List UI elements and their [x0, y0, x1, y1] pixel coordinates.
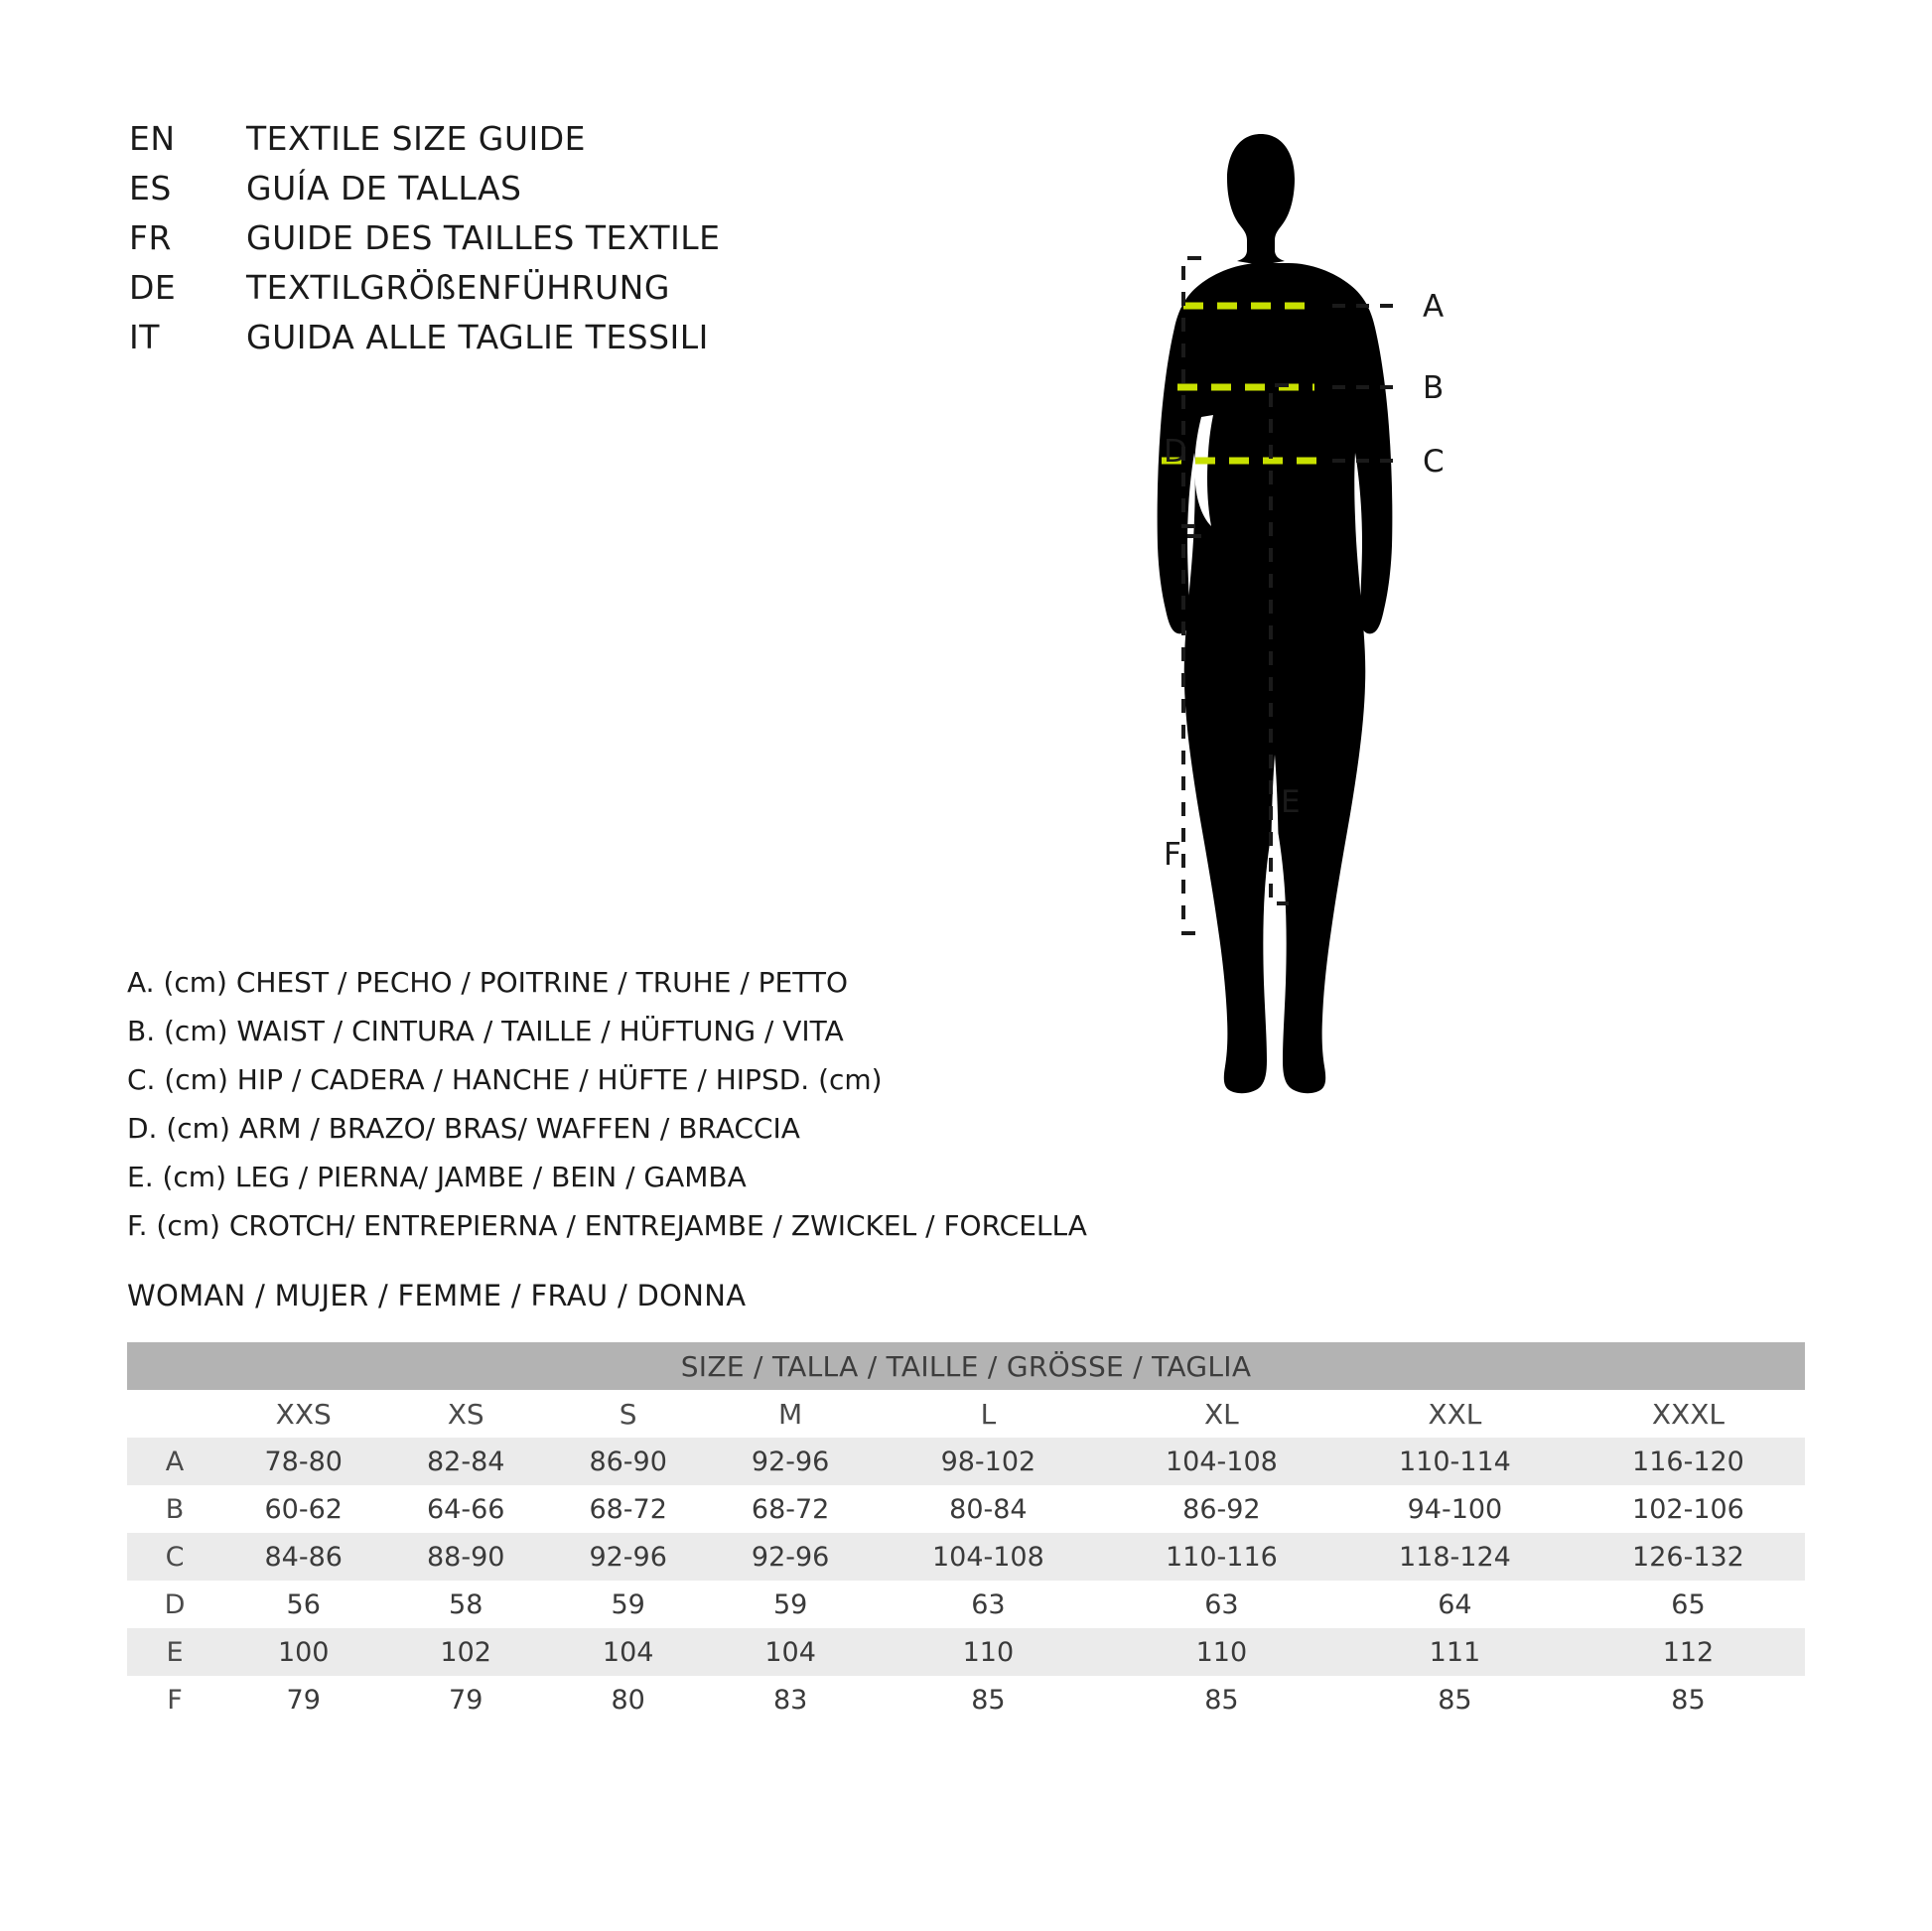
gender-label: WOMAN / MUJER / FEMME / FRAU / DONNA — [127, 1279, 747, 1312]
title-block — [129, 119, 1023, 367]
cell-a-l: 98-102 — [872, 1438, 1105, 1485]
cell-f-xxs: 79 — [222, 1676, 384, 1724]
cell-d-m: 59 — [709, 1581, 871, 1628]
cell-b-xxl: 94-100 — [1338, 1485, 1572, 1533]
cell-a-xxxl: 116-120 — [1572, 1438, 1805, 1485]
table-row — [127, 1533, 1805, 1581]
col-head-xxl: XXL — [1338, 1390, 1572, 1438]
table-row — [127, 1581, 1805, 1628]
cell-b-s: 68-72 — [547, 1485, 709, 1533]
row-label-a: A — [127, 1438, 222, 1485]
title-row-es — [129, 169, 1023, 218]
cell-e-xl: 110 — [1105, 1628, 1338, 1676]
cell-f-m: 83 — [709, 1676, 871, 1724]
cell-b-m: 68-72 — [709, 1485, 871, 1533]
bracket-group — [1172, 238, 1529, 943]
callout-label-a: A — [1423, 289, 1445, 325]
cell-d-xs: 58 — [384, 1581, 546, 1628]
cell-f-xl: 85 — [1105, 1676, 1338, 1724]
cell-d-xxl: 64 — [1338, 1581, 1572, 1628]
bracket-label-d: D — [1164, 434, 1187, 470]
cell-c-xxxl: 126-132 — [1572, 1533, 1805, 1581]
cell-b-xs: 64-66 — [384, 1485, 546, 1533]
cell-b-xxs: 60-62 — [222, 1485, 384, 1533]
row-label-f: F — [127, 1676, 222, 1724]
title-text-it: GUIDA ALLE TAGLIE TESSILI — [246, 318, 709, 356]
table-row — [127, 1676, 1805, 1724]
cell-f-xxl: 85 — [1338, 1676, 1572, 1724]
table-row — [127, 1485, 1805, 1533]
title-lang-fr: FR — [129, 218, 172, 257]
bracket-crotch-f — [1183, 536, 1201, 933]
col-head-xl: XL — [1105, 1390, 1338, 1438]
title-row-de — [129, 268, 1023, 318]
row-label-e: E — [127, 1628, 222, 1676]
title-text-es: GUÍA DE TALLAS — [246, 169, 522, 207]
col-head-xxxl: XXXL — [1572, 1390, 1805, 1438]
size-table-title-row — [127, 1342, 1805, 1390]
title-row-fr — [129, 218, 1023, 268]
cell-e-m: 104 — [709, 1628, 871, 1676]
legend-block — [127, 958, 1219, 1250]
cell-a-s: 86-90 — [547, 1438, 709, 1485]
title-text-de: TEXTILGRÖßENFÜHRUNG — [246, 268, 670, 307]
title-text-fr: GUIDE DES TAILLES TEXTILE — [246, 218, 721, 257]
title-lang-de: DE — [129, 268, 177, 307]
cell-d-xl: 63 — [1105, 1581, 1338, 1628]
cell-f-l: 85 — [872, 1676, 1105, 1724]
title-lang-it: IT — [129, 318, 160, 356]
cell-c-xxs: 84-86 — [222, 1533, 384, 1581]
cell-b-xxxl: 102-106 — [1572, 1485, 1805, 1533]
cell-d-xxs: 56 — [222, 1581, 384, 1628]
title-lang-en: EN — [129, 119, 176, 158]
cell-a-xs: 82-84 — [384, 1438, 546, 1485]
size-table-title: SIZE / TALLA / TAILLE / GRÖSSE / TAGLIA — [127, 1342, 1805, 1390]
size-table — [127, 1342, 1805, 1724]
title-row-en — [129, 119, 1023, 169]
callout-label-c: C — [1423, 444, 1445, 480]
cell-c-s: 92-96 — [547, 1533, 709, 1581]
cell-f-xxxl: 85 — [1572, 1676, 1805, 1724]
col-head-s: S — [547, 1390, 709, 1438]
cell-d-xxxl: 65 — [1572, 1581, 1805, 1628]
cell-c-xl: 110-116 — [1105, 1533, 1338, 1581]
legend-item-a: A. (cm) CHEST / PECHO / POITRINE / TRUHE / PETTO — [127, 966, 848, 999]
legend-item-d: D. (cm) ARM / BRAZO/ BRAS/ WAFFEN / BRACCIA — [127, 1112, 800, 1145]
corner-cell — [127, 1390, 222, 1438]
col-head-m: M — [709, 1390, 871, 1438]
row-label-c: C — [127, 1533, 222, 1581]
cell-f-xs: 79 — [384, 1676, 546, 1724]
col-head-xs: XS — [384, 1390, 546, 1438]
col-head-l: L — [872, 1390, 1105, 1438]
bracket-leg-e — [1271, 385, 1289, 903]
row-label-b: B — [127, 1485, 222, 1533]
cell-c-m: 92-96 — [709, 1533, 871, 1581]
legend-item-c: C. (cm) HIP / CADERA / HANCHE / HÜFTE / HIPSD. (cm) — [127, 1063, 883, 1096]
col-head-xxs: XXS — [222, 1390, 384, 1438]
table-row — [127, 1438, 1805, 1485]
cell-a-m: 92-96 — [709, 1438, 871, 1485]
row-label-d: D — [127, 1581, 222, 1628]
bracket-arm-d — [1183, 258, 1201, 526]
bracket-label-e: E — [1281, 784, 1301, 820]
legend-item-e: E. (cm) LEG / PIERNA/ JAMBE / BEIN / GAMBA — [127, 1161, 747, 1193]
cell-a-xl: 104-108 — [1105, 1438, 1338, 1485]
cell-c-l: 104-108 — [872, 1533, 1105, 1581]
cell-d-s: 59 — [547, 1581, 709, 1628]
title-row-it — [129, 318, 1023, 367]
cell-e-s: 104 — [547, 1628, 709, 1676]
cell-d-l: 63 — [872, 1581, 1105, 1628]
cell-e-l: 110 — [872, 1628, 1105, 1676]
cell-e-xs: 102 — [384, 1628, 546, 1676]
bracket-label-f: F — [1164, 837, 1181, 873]
cell-e-xxl: 111 — [1338, 1628, 1572, 1676]
cell-b-xl: 86-92 — [1105, 1485, 1338, 1533]
cell-e-xxs: 100 — [222, 1628, 384, 1676]
legend-item-b: B. (cm) WAIST / CINTURA / TAILLE / HÜFTUNG / VITA — [127, 1015, 844, 1047]
cell-e-xxxl: 112 — [1572, 1628, 1805, 1676]
legend-item-f: F. (cm) CROTCH/ ENTREPIERNA / ENTREJAMBE / ZWICKEL / FORCELLA — [127, 1209, 1087, 1242]
cell-a-xxs: 78-80 — [222, 1438, 384, 1485]
table-row — [127, 1628, 1805, 1676]
size-table-wrapper — [127, 1342, 1805, 1724]
cell-c-xxl: 118-124 — [1338, 1533, 1572, 1581]
title-lang-es: ES — [129, 169, 172, 207]
cell-a-xxl: 110-114 — [1338, 1438, 1572, 1485]
cell-c-xs: 88-90 — [384, 1533, 546, 1581]
cell-b-l: 80-84 — [872, 1485, 1105, 1533]
callout-label-b: B — [1423, 370, 1445, 406]
cell-f-s: 80 — [547, 1676, 709, 1724]
title-text-en: TEXTILE SIZE GUIDE — [246, 119, 586, 158]
size-table-column-headers — [127, 1390, 1805, 1438]
